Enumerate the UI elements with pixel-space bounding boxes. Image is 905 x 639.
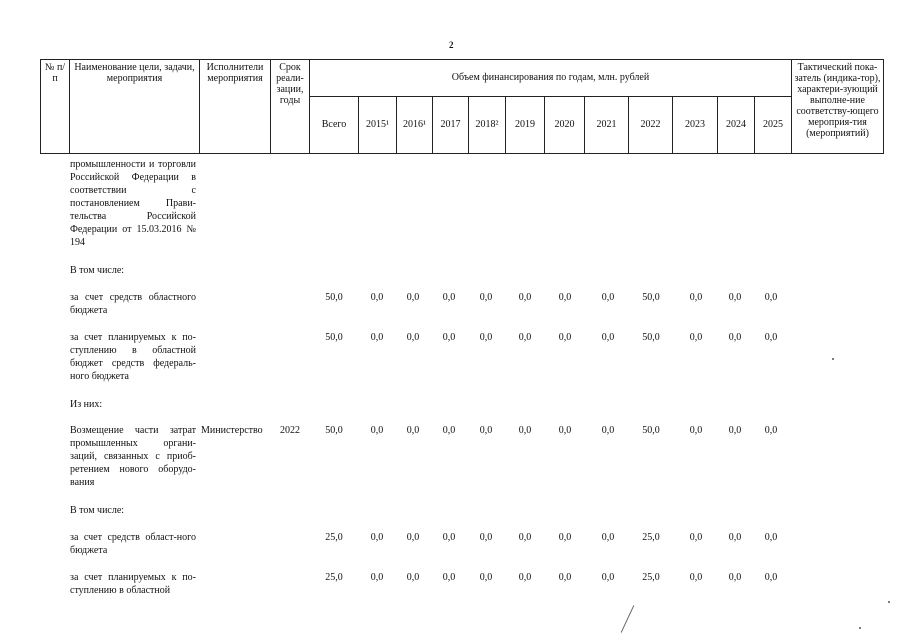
page-number: 2 [449, 40, 454, 50]
value-cell: 0,0 [689, 572, 703, 583]
value-cell: 0,0 [601, 332, 615, 343]
value-cell: 0,0 [518, 532, 532, 543]
value-cell: 0,0 [764, 332, 778, 343]
row-description: за счет планируемых к по-ступлению в областной бюджет средств федераль-ного бюджета [70, 332, 196, 382]
value-cell: 0,0 [406, 425, 420, 436]
value-cell: 0,0 [728, 292, 742, 303]
header-indicator: Тактический пока-затель (индика-тор), характери-зующий выполне-ние соответству-ющего мероприя-тия (мероприятий) [792, 60, 884, 154]
value-cell: 0,0 [601, 532, 615, 543]
row-description: Возмещение части затрат промышленных органи-заций, связанных с приоб-ретением нового оборудо-вания [70, 425, 196, 488]
value-cell: 0,0 [370, 425, 384, 436]
value-cell: 0,0 [442, 572, 456, 583]
row-subheading: В том числе: [70, 265, 125, 276]
value-cell: 0,0 [442, 425, 456, 436]
value-cell: 0,0 [689, 292, 703, 303]
value-cell: 0,0 [728, 425, 742, 436]
value-cell: 0,0 [406, 572, 420, 583]
header-term: Срок реали-зации, годы [271, 60, 310, 154]
row-subheading: В том числе: [70, 505, 125, 516]
header-year: 2020 [545, 96, 585, 153]
table-header [40, 59, 884, 154]
value-cell: 0,0 [558, 332, 572, 343]
value-cell: 0,0 [558, 292, 572, 303]
header-num: № п/п [41, 60, 70, 154]
value-cell: 0,0 [518, 332, 532, 343]
value-cell: 0,0 [406, 532, 420, 543]
value-cell: 0,0 [518, 425, 532, 436]
value-cell: 0,0 [442, 532, 456, 543]
header-executors: Исполнители мероприятия [200, 60, 271, 154]
value-cell: 0,0 [689, 332, 703, 343]
value-cell: 0,0 [728, 532, 742, 543]
value-cell: 0,0 [518, 572, 532, 583]
value-cell: 0,0 [558, 425, 572, 436]
value-cell: 0,0 [370, 532, 384, 543]
value-cell: 0,0 [601, 572, 615, 583]
value-cell: 0,0 [764, 425, 778, 436]
value-cell: 0,0 [601, 425, 615, 436]
value-cell: 0,0 [558, 532, 572, 543]
value-cell: 25,0 [325, 572, 343, 583]
value-cell: 50,0 [325, 292, 343, 303]
header-year: 2019 [506, 96, 545, 153]
row-description: промышленности и торговли Российской Федерации в соответствии с постановлением Прави-тельства Российской Федерации от 15.03.2016 № 194 [70, 159, 196, 248]
value-cell: 25,0 [642, 532, 660, 543]
value-cell: 0,0 [764, 532, 778, 543]
value-cell: 0,0 [370, 292, 384, 303]
row-description: за счет средств областного бюджета [70, 292, 196, 316]
value-cell: 0,0 [479, 532, 493, 543]
row-executor: Министерство [201, 425, 263, 436]
scan-speck [859, 627, 861, 629]
value-cell: 0,0 [728, 332, 742, 343]
header-funding: Объем финансирования по годам, млн. рублей [310, 60, 792, 97]
value-cell: 0,0 [370, 572, 384, 583]
value-cell: 0,0 [406, 292, 420, 303]
value-cell: 50,0 [642, 332, 660, 343]
value-cell: 25,0 [325, 532, 343, 543]
value-cell: 0,0 [689, 425, 703, 436]
value-cell: 50,0 [642, 292, 660, 303]
header-year: 2017 [433, 96, 469, 153]
header-year: 2018² [469, 96, 506, 153]
header-total: Всего [310, 96, 359, 153]
value-cell: 0,0 [370, 332, 384, 343]
value-cell: 0,0 [442, 332, 456, 343]
value-cell: 50,0 [325, 425, 343, 436]
row-description: за счет средств област-ного бюджета [70, 532, 196, 556]
value-cell: 0,0 [479, 425, 493, 436]
value-cell: 0,0 [689, 532, 703, 543]
header-year: 2023 [673, 96, 718, 153]
value-cell: 50,0 [642, 425, 660, 436]
header-year: 2024 [718, 96, 755, 153]
header-year: 2022 [629, 96, 673, 153]
value-cell: 0,0 [479, 332, 493, 343]
header-year: 2021 [585, 96, 629, 153]
value-cell: 0,0 [558, 572, 572, 583]
value-cell: 0,0 [479, 572, 493, 583]
value-cell: 0,0 [764, 572, 778, 583]
value-cell: 0,0 [601, 292, 615, 303]
value-cell: 0,0 [728, 572, 742, 583]
row-term: 2022 [280, 425, 300, 436]
row-description: за счет планируемых к по-ступлению в областной [70, 572, 196, 596]
value-cell: 0,0 [518, 292, 532, 303]
row-subheading: Из них: [70, 399, 103, 410]
header-year: 2016¹ [397, 96, 433, 153]
value-cell: 0,0 [406, 332, 420, 343]
scan-speck [832, 358, 834, 360]
value-cell: 25,0 [642, 572, 660, 583]
header-year: 2025 [755, 96, 792, 153]
scan-speck [888, 601, 890, 603]
value-cell: 0,0 [479, 292, 493, 303]
value-cell: 50,0 [325, 332, 343, 343]
value-cell: 0,0 [764, 292, 778, 303]
header-name: Наименование цели, задачи, мероприятия [70, 60, 200, 154]
value-cell: 0,0 [442, 292, 456, 303]
scan-mark [621, 605, 635, 633]
header-year: 2015¹ [359, 96, 397, 153]
